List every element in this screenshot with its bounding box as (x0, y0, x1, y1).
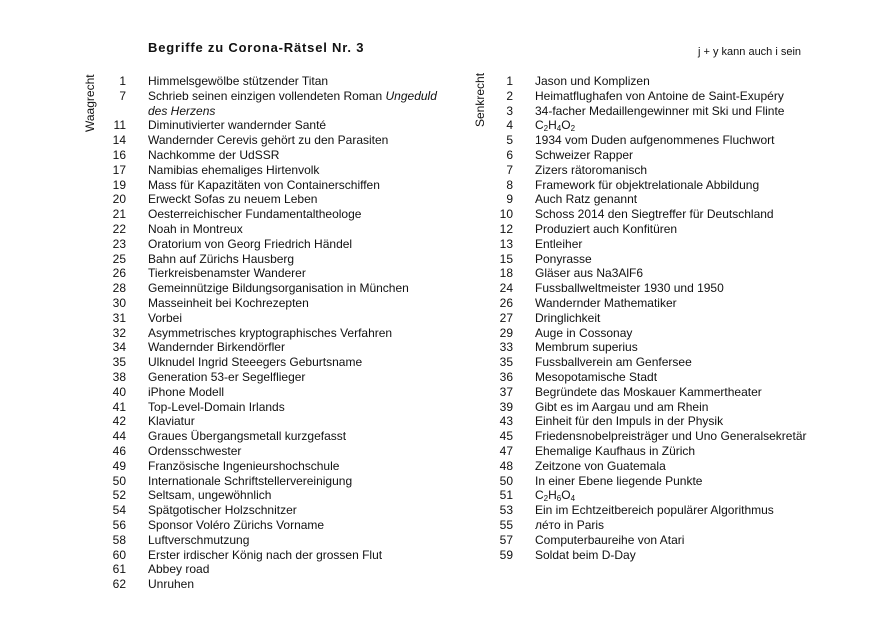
clue-text (148, 326, 392, 341)
clue-text-main: Tierkreisbenamster Wanderer (148, 266, 306, 281)
clue-number: 36 (499, 369, 513, 384)
clue-number: 32 (112, 325, 126, 340)
clue-text (535, 89, 784, 104)
clue-number: 50 (499, 473, 513, 488)
clue-row (93, 311, 453, 326)
clue-number: 14 (112, 133, 126, 148)
clue-text-main: Französische Ingenieurshochschule (148, 458, 340, 473)
clue-number: 1 (506, 74, 513, 88)
section-label-senkrecht: Senkrecht (473, 72, 487, 127)
clue-row (93, 118, 453, 133)
clue-text-main: Ulknudel Ingrid Steeegers Geburtsname (148, 355, 363, 370)
clue-text (148, 474, 352, 489)
clue-row (93, 518, 453, 533)
clue-row (93, 474, 453, 489)
clue-number: 27 (499, 310, 513, 325)
formula-subscript: 4 (570, 494, 576, 504)
clue-text (148, 562, 209, 577)
clue-text (535, 237, 582, 252)
clue-text (148, 296, 309, 311)
formula-subscript: 2 (543, 124, 549, 134)
clue-number: 62 (112, 577, 126, 592)
clue-text (148, 414, 195, 429)
clue-text (148, 178, 380, 193)
clue-text-main: Schoss 2014 den Siegtreffer für Deutschland (535, 207, 774, 222)
clue-text-main: Zizers rätoromanisch (535, 162, 648, 177)
clue-text (148, 340, 285, 355)
clue-number: 31 (112, 310, 126, 325)
clue-number: 18 (499, 266, 513, 281)
clue-number: 57 (499, 532, 513, 547)
clue-number: 19 (112, 177, 126, 192)
clue-text-main: Bahn auf Zürichs Hausberg (148, 251, 295, 266)
clue-text (535, 370, 657, 385)
clue-number: 42 (112, 414, 126, 429)
clue-number: 47 (499, 443, 513, 458)
clue-text-main: Masseinheit bei Kochrezepten (148, 295, 309, 310)
clue-text-main: Auge in Cossonay (535, 325, 633, 340)
clue-number: 29 (499, 325, 513, 340)
clue-row (93, 89, 453, 119)
clue-row (93, 178, 453, 193)
clue-number: 26 (499, 295, 513, 310)
clue-row (480, 118, 830, 133)
clue-row (93, 503, 453, 518)
clue-row (480, 296, 830, 311)
clue-text (535, 429, 806, 444)
clue-row (480, 370, 830, 385)
clue-text (148, 429, 346, 444)
clue-text-main: Ehemalige Kaufhaus in Zürich (535, 443, 696, 458)
clue-number: 4 (506, 118, 513, 133)
clue-text-main: Namibias ehemaliges Hirtenvolk (148, 162, 320, 177)
clue-text-main: 1934 vom Duden aufgenommenes Fluchwort (535, 133, 775, 148)
clue-text (148, 518, 324, 533)
clue-text-main: Schweizer Rapper (535, 147, 634, 162)
clue-row (480, 192, 830, 207)
clue-row (480, 266, 830, 281)
clue-row (480, 281, 830, 296)
clue-text (535, 488, 575, 503)
clue-text-main: 34-facher Medaillengewinner mit Ski und Flinte (535, 103, 785, 118)
clue-text-main: Klaviatur (148, 414, 195, 429)
clue-text-main: Begründete das Moskauer Kammertheater (535, 384, 762, 399)
clue-text-main: Ponyrasse (535, 251, 592, 266)
clue-text (148, 163, 319, 178)
clue-row (480, 355, 830, 370)
clue-row (93, 414, 453, 429)
clue-text (535, 118, 575, 133)
clue-row (480, 414, 830, 429)
clue-text-main: Top-Level-Domain Irlands (148, 399, 285, 414)
clue-row (93, 74, 453, 89)
clue-row (93, 444, 453, 459)
clue-text (535, 74, 650, 89)
clue-text (148, 207, 361, 222)
section-label-waagrecht: Waagrecht (83, 74, 97, 132)
clue-text-main: Entleiher (535, 236, 583, 251)
clue-number: 20 (112, 192, 126, 207)
clue-text (535, 414, 723, 429)
clue-number: 37 (499, 384, 513, 399)
clue-text (148, 192, 317, 207)
clue-number: 9 (506, 192, 513, 207)
clue-number: 58 (112, 532, 126, 547)
clue-row (93, 281, 453, 296)
clue-text (148, 266, 306, 281)
clue-row (93, 163, 453, 178)
clue-number: 41 (112, 399, 126, 414)
clue-text (148, 355, 362, 370)
clue-number: 10 (499, 207, 513, 222)
clue-text-main: Seltsam, ungewöhnlich (148, 488, 272, 503)
clue-text (535, 503, 774, 518)
clue-row (93, 562, 453, 577)
clue-text (148, 237, 352, 252)
formula-element: H (548, 488, 557, 503)
clue-text-main: Mass für Kapazitäten von Containerschiffen (148, 177, 380, 192)
clue-text (148, 488, 271, 503)
clue-text-main: Einheit für den Impuls in der Physik (535, 414, 724, 429)
clue-number: 23 (112, 236, 126, 251)
clue-number: 53 (499, 503, 513, 518)
clue-number: 55 (499, 517, 513, 532)
clue-text (535, 340, 638, 355)
clue-text-main: Vorbei (148, 310, 183, 325)
formula-element: C (535, 488, 544, 503)
clue-text-main: Zeitzone von Guatemala (535, 458, 666, 473)
clue-number: 16 (112, 147, 126, 162)
clue-text (535, 148, 633, 163)
clue-text-main: Jason und Komplizen (535, 74, 650, 88)
clue-row (480, 148, 830, 163)
clue-list-senkrecht (480, 74, 830, 562)
clue-text (535, 444, 695, 459)
clue-number: 35 (499, 355, 513, 370)
clue-text-main: Wandernder Birkendörfler (148, 340, 285, 355)
clue-text (535, 266, 643, 281)
clue-list-waagrecht (93, 74, 453, 592)
clue-text-main: Noah in Montreux (148, 221, 243, 236)
clue-number: 54 (112, 503, 126, 518)
clue-text (535, 459, 666, 474)
clue-text-main: Friedensnobelpreisträger und Uno Generalsekretär (535, 429, 807, 444)
clue-text (148, 444, 241, 459)
clue-row (93, 326, 453, 341)
clue-number: 40 (112, 384, 126, 399)
clue-text-main: Auch Ratz genannt (535, 192, 638, 207)
clue-text-main: Dringlichkeit (535, 310, 601, 325)
clue-text (148, 548, 382, 563)
clue-text-main: Fussballverein am Genfersee (535, 355, 692, 370)
clue-row (93, 192, 453, 207)
clue-number: 51 (499, 488, 513, 503)
clue-text (535, 518, 604, 533)
clue-text-main: Generation 53-er Segelflieger (148, 369, 306, 384)
clue-text-main: Fussballweltmeister 1930 und 1950 (535, 281, 724, 296)
clue-text (535, 192, 637, 207)
clue-row (480, 104, 830, 119)
clue-number: 28 (112, 281, 126, 296)
clue-number: 7 (119, 88, 126, 103)
clue-text (148, 459, 339, 474)
clue-text (148, 118, 326, 133)
clue-number: 39 (499, 399, 513, 414)
clue-row (93, 548, 453, 563)
clue-text-main: лéто in Paris (535, 517, 605, 532)
formula-element: H (548, 118, 557, 133)
clue-number: 35 (112, 355, 126, 370)
clue-number: 2 (506, 88, 513, 103)
clue-text-main: In einer Ebene liegende Punkte (535, 473, 703, 488)
clue-row (93, 237, 453, 252)
clue-text (535, 281, 724, 296)
clue-text-main: Nachkomme der UdSSR (148, 147, 280, 162)
clue-text (535, 385, 762, 400)
clue-text-main: Heimatflughafen von Antoine de Saint-Exupéry (535, 88, 784, 103)
clue-number: 49 (112, 458, 126, 473)
clue-text-main: Himmelsgewölbe stützender Titan (148, 74, 329, 88)
clue-text (148, 311, 182, 326)
clue-text (535, 311, 600, 326)
clue-number: 30 (112, 295, 126, 310)
clue-number: 60 (112, 547, 126, 562)
clue-text-main: Unruhen (148, 577, 195, 592)
clue-number: 38 (112, 369, 126, 384)
clue-text (148, 133, 388, 148)
clue-text (535, 222, 677, 237)
clue-number: 46 (112, 443, 126, 458)
clue-row (480, 237, 830, 252)
clue-number: 8 (506, 177, 513, 192)
clue-row (93, 133, 453, 148)
formula-subscript: 4 (556, 124, 562, 134)
clue-text (535, 326, 632, 341)
clue-text (535, 163, 647, 178)
clue-number: 22 (112, 221, 126, 236)
clue-number: 5 (506, 133, 513, 148)
clue-text (535, 474, 702, 489)
clue-row (480, 533, 830, 548)
clue-number: 44 (112, 429, 126, 444)
clue-text-italic: Ungeduld des Herzens (148, 88, 437, 118)
clue-number: 56 (112, 517, 126, 532)
clue-row (93, 340, 453, 355)
clue-row (480, 340, 830, 355)
clue-row (93, 355, 453, 370)
formula-subscript: 2 (570, 124, 576, 134)
clue-number: 26 (112, 266, 126, 281)
clue-text-main: Spätgotischer Holzschnitzer (148, 503, 297, 518)
clue-row (93, 533, 453, 548)
clue-text (535, 548, 636, 563)
clue-row (480, 133, 830, 148)
clue-row (480, 400, 830, 415)
clue-text (148, 370, 305, 385)
clue-text-main: Gemeinnützige Bildungsorganisation in München (148, 281, 409, 296)
clue-text (148, 503, 297, 518)
clue-row (480, 178, 830, 193)
clue-row (480, 429, 830, 444)
clue-text (148, 533, 249, 548)
clue-row (480, 163, 830, 178)
clue-text (148, 148, 279, 163)
clue-number: 33 (499, 340, 513, 355)
clue-text-main: Gläser aus Na3AlF6 (535, 266, 644, 281)
clue-row (480, 503, 830, 518)
clue-row (480, 207, 830, 222)
clue-row (93, 429, 453, 444)
clue-number: 13 (499, 236, 513, 251)
clue-number: 59 (499, 547, 513, 562)
clue-text-main: Wandernder Cerevis gehört zu den Parasiten (148, 133, 389, 148)
clue-row (480, 548, 830, 563)
clue-text-main: Internationale Schriftstellervereinigung (148, 473, 353, 488)
clue-text-main: Ordensschwester (148, 443, 242, 458)
clue-text-main: Oratorium von Georg Friedrich Händel (148, 236, 353, 251)
clue-text (535, 296, 677, 311)
clue-text-main: Mesopotamische Stadt (535, 369, 658, 384)
clue-text (148, 222, 243, 237)
clue-row (93, 148, 453, 163)
clue-number: 1 (119, 74, 126, 88)
clue-text (535, 178, 759, 193)
clue-text-main: Erster irdischer König nach der grossen Flut (148, 547, 383, 562)
clue-number: 21 (112, 207, 126, 222)
formula-element: O (561, 488, 571, 503)
clue-text (535, 252, 592, 267)
clue-row (480, 252, 830, 267)
clue-row (480, 74, 830, 89)
clue-number: 50 (112, 473, 126, 488)
clue-text-main: Sponsor Voléro Zürichs Vorname (148, 517, 325, 532)
clue-text-main: Wandernder Mathematiker (535, 295, 677, 310)
clue-number: 12 (499, 221, 513, 236)
clue-text-main: Soldat beim D-Day (535, 547, 636, 562)
clue-text-main: Membrum superius (535, 340, 638, 355)
clue-row (93, 370, 453, 385)
clue-text-main: Erweckt Sofas zu neuem Leben (148, 192, 318, 207)
clue-text-main: Oesterreichischer Fundamentaltheologe (148, 207, 362, 222)
clue-text-main: Produziert auch Konfitüren (535, 221, 678, 236)
clue-row (480, 89, 830, 104)
clue-number: 45 (499, 429, 513, 444)
clue-row (93, 577, 453, 592)
clue-number: 43 (499, 414, 513, 429)
clue-text-main: Luftverschmutzung (148, 532, 250, 547)
clue-row (93, 296, 453, 311)
clue-text (148, 74, 328, 89)
clue-row (480, 311, 830, 326)
clue-number: 24 (499, 281, 513, 296)
clue-number: 6 (506, 147, 513, 162)
clue-row (93, 222, 453, 237)
clue-text-main: Asymmetrisches kryptographisches Verfahren (148, 325, 393, 340)
formula-subscript: 6 (556, 494, 562, 504)
clue-row (93, 459, 453, 474)
clue-row (480, 444, 830, 459)
clue-text (148, 385, 224, 400)
clue-text-main: Framework für objektrelationale Abbildung (535, 177, 760, 192)
clue-row (93, 252, 453, 267)
clue-text (535, 533, 684, 548)
formula-element: C (535, 118, 544, 133)
clue-row (480, 326, 830, 341)
page-title: Begriffe zu Corona-Rätsel Nr. 3 (148, 40, 365, 55)
clue-text (148, 252, 294, 267)
clue-row (480, 385, 830, 400)
clue-text (148, 400, 285, 415)
clue-row (480, 488, 830, 503)
clue-number: 11 (113, 118, 126, 133)
clue-row (93, 385, 453, 400)
clue-number: 3 (506, 103, 513, 118)
clue-number: 52 (112, 488, 126, 503)
clue-text-main: iPhone Modell (148, 384, 225, 399)
clue-row (93, 400, 453, 415)
clue-row (480, 222, 830, 237)
clue-text (535, 133, 774, 148)
clue-text (148, 281, 409, 296)
clue-row (480, 518, 830, 533)
clue-row (93, 207, 453, 222)
clue-number: 34 (112, 340, 126, 355)
clue-text-main: Abbey road (148, 562, 210, 577)
clue-text (535, 400, 708, 415)
clue-text-main: Computerbaureihe von Atari (535, 532, 685, 547)
clue-text-main: Graues Übergangsmetall kurzgefasst (148, 429, 347, 444)
clue-text (535, 104, 784, 119)
clue-number: 61 (112, 562, 126, 577)
hint-note: j + y kann auch i sein (698, 46, 802, 58)
clue-text (535, 207, 774, 222)
clue-text-main: Diminutivierter wandernder Santé (148, 118, 327, 133)
clue-text-main: Ein im Echtzeitbereich populärer Algorithmus (535, 503, 774, 518)
clue-row (480, 459, 830, 474)
clue-text (148, 577, 194, 592)
formula-subscript: 2 (543, 494, 549, 504)
clue-number: 48 (499, 458, 513, 473)
clue-text-main: Schrieb seinen einzigen vollendeten Roman (148, 88, 386, 103)
clue-text (148, 89, 448, 119)
clue-number: 7 (506, 162, 513, 177)
clue-number: 15 (499, 251, 513, 266)
clue-row (93, 266, 453, 281)
clue-row (93, 488, 453, 503)
clue-row (480, 474, 830, 489)
formula-element: O (561, 118, 571, 133)
clue-number: 17 (112, 162, 126, 177)
clue-number: 25 (112, 251, 126, 266)
clue-text-main: Gibt es im Aargau und am Rhein (535, 399, 709, 414)
clue-text (535, 355, 692, 370)
